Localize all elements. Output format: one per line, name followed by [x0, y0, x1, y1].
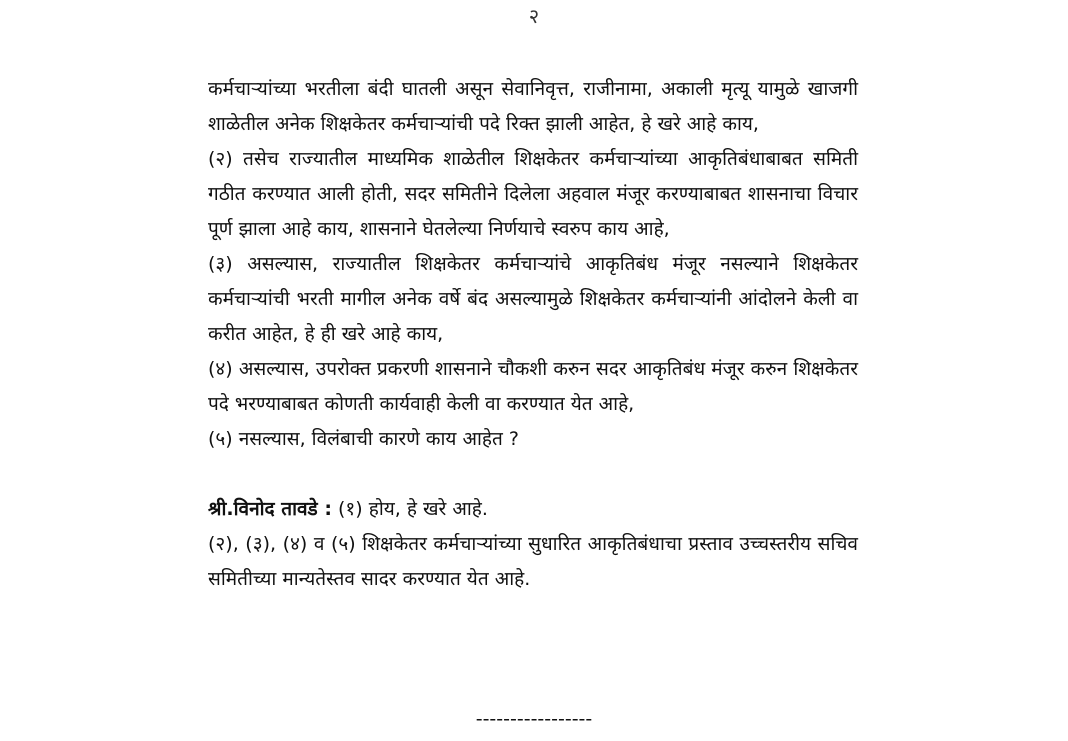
question-paragraph-2: (२) तसेच राज्यातील माध्यमिक शाळेतील शिक्षकेतर कर्मचाऱ्यांच्या आकृतिबंधाबाबत समिती गठीत करण्यात आली होती, सदर समितीने दिलेला अहवाल मंजूर करण्याबाबत शासनाचा विचार पूर्ण झाला आहे काय, शासनाने घेतलेल्या निर्णयाचे स्वरुप काय आहे,	[208, 148, 858, 240]
end-divider: -----------------	[475, 708, 593, 730]
question-paragraph-1: कर्मचाऱ्यांच्या भरतीला बंदी घातली असून सेवानिवृत्त, राजीनामा, अकाली मृत्यू यामुळे खाजगी शाळेतील अनेक शिक्षकेतर कर्मचाऱ्यांची पदे रिक्त झाली आहेत, हे खरे आहे काय,	[208, 78, 858, 135]
question-paragraph-3: (३) असल्यास, राज्यातील शिक्षकेतर कर्मचाऱ्यांचे आकृतिबंध मंजूर नसल्याने शिक्षकेतर कर्मचाऱ्यांची भरती मागील अनेक वर्षे बंद असल्यामुळे शिक्षकेतर कर्मचाऱ्यांनी आंदोलने केली वा करीत आहेत, हे ही खरे आहे काय,	[208, 253, 858, 345]
question-paragraph-5: (५) नसल्यास, विलंबाची कारणे काय आहेत ?	[208, 428, 519, 450]
answer-text-1: (१) होय, हे खरे आहे.	[338, 498, 488, 520]
speaker-name: श्री.विनोद तावडे :	[208, 498, 332, 520]
paragraph-spacer	[208, 457, 858, 492]
question-paragraph-4: (४) असल्यास, उपरोक्त प्रकरणी शासनाने चौकशी करुन सदर आकृतिबंध मंजूर करुन शिक्षकेतर पदे भरण्याबाबत कोणती कार्यवाही केली वा करण्यात येत आहे,	[208, 358, 858, 415]
document-body	[208, 72, 858, 597]
answer-first-line	[208, 492, 858, 527]
answer-paragraph-2: (२), (३), (४) व (५) शिक्षकेतर कर्मचाऱ्यांच्या सुधारित आकृतिबंधाचा प्रस्ताव उच्चस्तरीय सचिव समितीच्या मान्यतेस्तव सादर करण्यात येत आहे.	[208, 533, 858, 590]
page-number: २	[528, 4, 540, 28]
